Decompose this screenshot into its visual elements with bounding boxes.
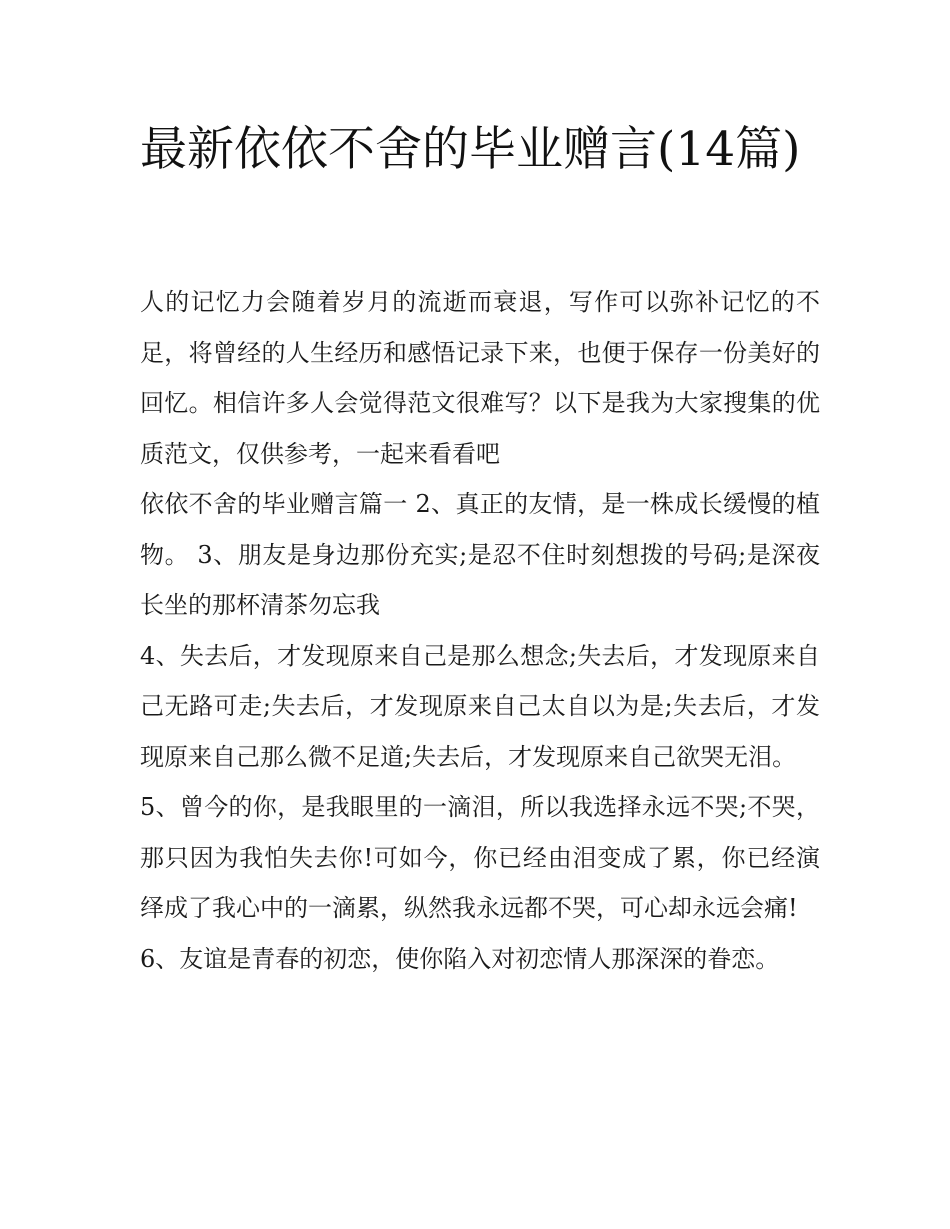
paragraph-item-6: 6、友谊是青春的初恋，使你陷入对初恋情人那深深的眷恋。 xyxy=(140,944,780,973)
paragraph-intro: 人的记忆力会随着岁月的流逝而衰退，写作可以弥补记忆的不足，将曾经的人生经历和感悟记录下来，也便于保存一份美好的回忆。相信许多人会觉得范文很难写？以下是我为大家搜集的优质范文，仅供参考，一起来看看吧 xyxy=(140,288,820,468)
document-body xyxy=(140,277,820,984)
paragraph-item-5: 5、曾今的你，是我眼里的一滴泪，所以我选择永远不哭;不哭，那只因为我怕失去你!可如今，你已经由泪变成了累，你已经演绎成了我心中的一滴累，纵然我永远都不哭，可心却永远会痛! xyxy=(140,793,820,922)
paragraph-part-one: 依依不舍的毕业赠言篇一 2、真正的友情，是一株成长缓慢的植物。 3、朋友是身边那份充实;是忍不住时刻想拨的号码;是深夜长坐的那杯清茶勿忘我 xyxy=(140,490,820,619)
document-title: 最新依依不舍的毕业赠言(14篇) xyxy=(140,122,801,177)
paragraph-item-4: 4、失去后，才发现原来自己是那么想念;失去后，才发现原来自己无路可走;失去后，才发现原来自己太自以为是;失去后，才发现原来自己那么微不足道;失去后，才发现原来自己欲哭无泪。 xyxy=(140,641,820,771)
